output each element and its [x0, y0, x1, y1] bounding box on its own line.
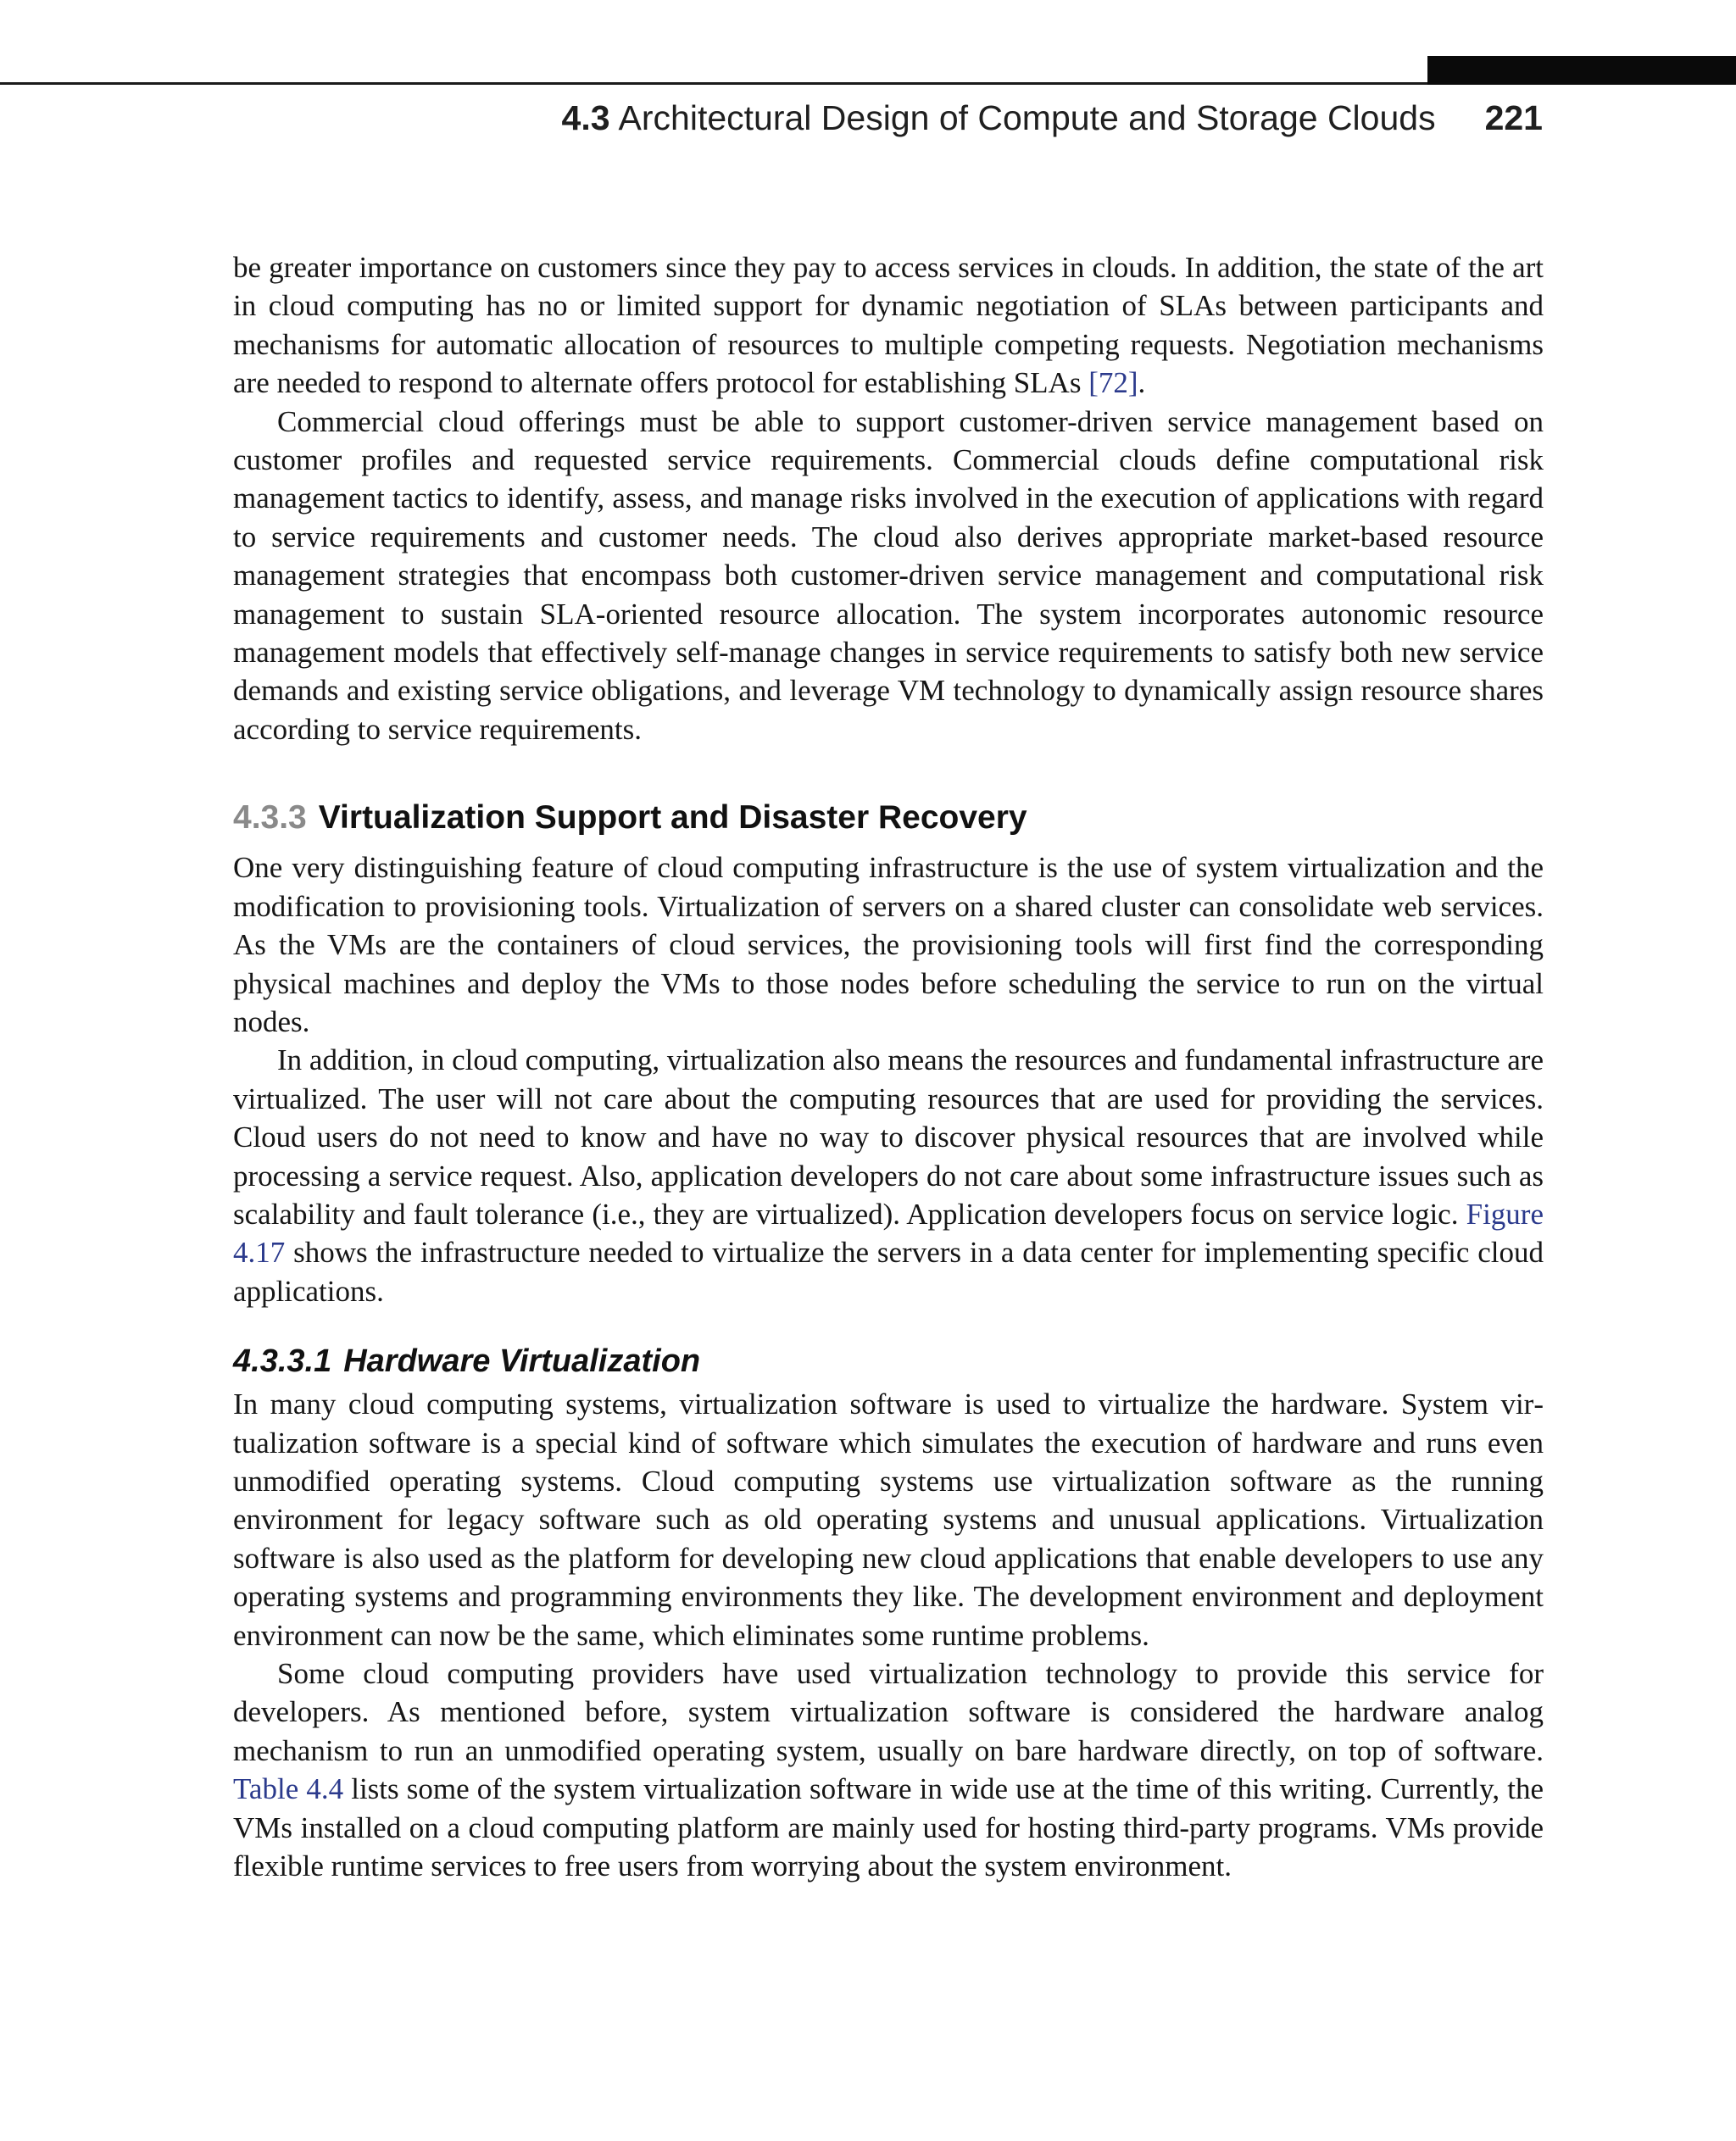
paragraph-6 — [233, 1654, 1544, 1885]
paragraph-1-text: be greater importance on customers since they pay to access services in clouds. In addition, the state of the art in cloud computing has no or limited support for dynamic negotiation of SLAs between participants and mechanisms for automatic allocation of resources to multiple competing requests. Negotiation mechanisms are needed to respond to alternate offers protocol for establishing SLAs — [233, 251, 1544, 400]
paragraph-1-end: . — [1138, 366, 1146, 400]
running-head-section-number: 4.3 — [561, 98, 610, 137]
paragraph-4-text-b: shows the infrastructure needed to virtualize the servers in a data center for implementing specific cloud applications. — [233, 1236, 1544, 1308]
page-number: 221 — [1484, 98, 1543, 137]
section-heading-4-3-3 — [233, 796, 1544, 840]
section-title: Virtualization Support and Disaster Recovery — [318, 799, 1027, 837]
section-number: 4.3.3 — [233, 799, 307, 837]
paragraph-6-text-b: lists some of the system virtualization software in wide use at the time of this writing. Currently, the VMs installed on a cloud computing platform are mainly used for hosting third-party programs. VMs provide flexible runtime services to free users from worrying about the system environment. — [233, 1772, 1544, 1883]
paragraph-4 — [233, 1041, 1544, 1310]
paragraph-3: One very distinguishing feature of cloud computing infrastructure is the use of system virtualization and the modification to provisioning tools. Virtualization of servers on a shared cluster can consolidate web services. As the VMs are the containers of cloud services, the provisioning tools will first find the corresponding physical machines and deploy the VMs to those nodes before scheduling the service to run on the virtual nodes. — [233, 851, 1544, 1038]
paragraph-5: In many cloud computing systems, virtualization software is used to virtualize the hardware. System virtualization software is a special kind of software which simulates the execution of hardware and runs even unmodified operating systems. Cloud computing systems use virtualization software as the running environment for legacy software such as old operating systems and unusual applications. Virtualization software is also used as the platform for developing new cloud applications that enable developers to use any operating systems and programming environments they like. The development environment and deployment environment can now be the same, which eliminates some runtime problems. — [233, 1387, 1544, 1652]
paragraph-6-text-a: Some cloud computing providers have used virtualization technology to provide this service for developers. As mentioned before, system virtualization software is considered the hardware analog mechanism to run an unmodified operating system, usually on bare hardware directly, on top of software. — [233, 1657, 1544, 1767]
subsection-title: Hardware Virtualization — [343, 1343, 701, 1380]
citation-72-link[interactable]: [72] — [1088, 366, 1138, 400]
paragraph-1 — [233, 248, 1544, 403]
subsection-number: 4.3.3.1 — [233, 1343, 332, 1380]
running-head — [562, 92, 1543, 144]
running-head-title: Architectural Design of Compute and Storage Clouds — [618, 98, 1436, 137]
subsection-heading-4-3-3-1 — [233, 1341, 1544, 1382]
header-tab-bar — [1427, 56, 1736, 85]
figure-4-17-link[interactable]: Figure 4.17 — [233, 1197, 1544, 1270]
paragraph-2: Commercial cloud offerings must be able to support customer-driven service management based on customer profiles and requested service requirements. Commercial clouds define computational risk management tactics to identify, assess, and manage risks involved in the execution of applications with regard to service requirements and customer needs. The cloud also derives appropriate market-based resource management strategies that encompass both customer-driven service management and computational risk management to sustain SLA-oriented resource allocation. The system incorporates autonomic resource management models that effectively self-manage changes in service requirements to satisfy both new service demands and existing service obligations, and leverage VM technology to dynamically assign resource shares according to service requirements. — [233, 404, 1544, 746]
page-body — [233, 248, 1544, 1885]
table-4-4-link[interactable]: Table 4.4 — [233, 1772, 344, 1806]
paragraph-4-text-a: In addition, in cloud computing, virtualization also means the resources and fundamental infrastructure are virtualized. The user will not care about the computing resources that are used for providing the services. Cloud users do not need to know and have no way to discover physical resources that are involved while processing a service request. Also, application developers do not care about some infrastructure issues such as scalability and fault tolerance (i.e., they are virtualized). Application developers focus on service logic. — [233, 1043, 1544, 1231]
